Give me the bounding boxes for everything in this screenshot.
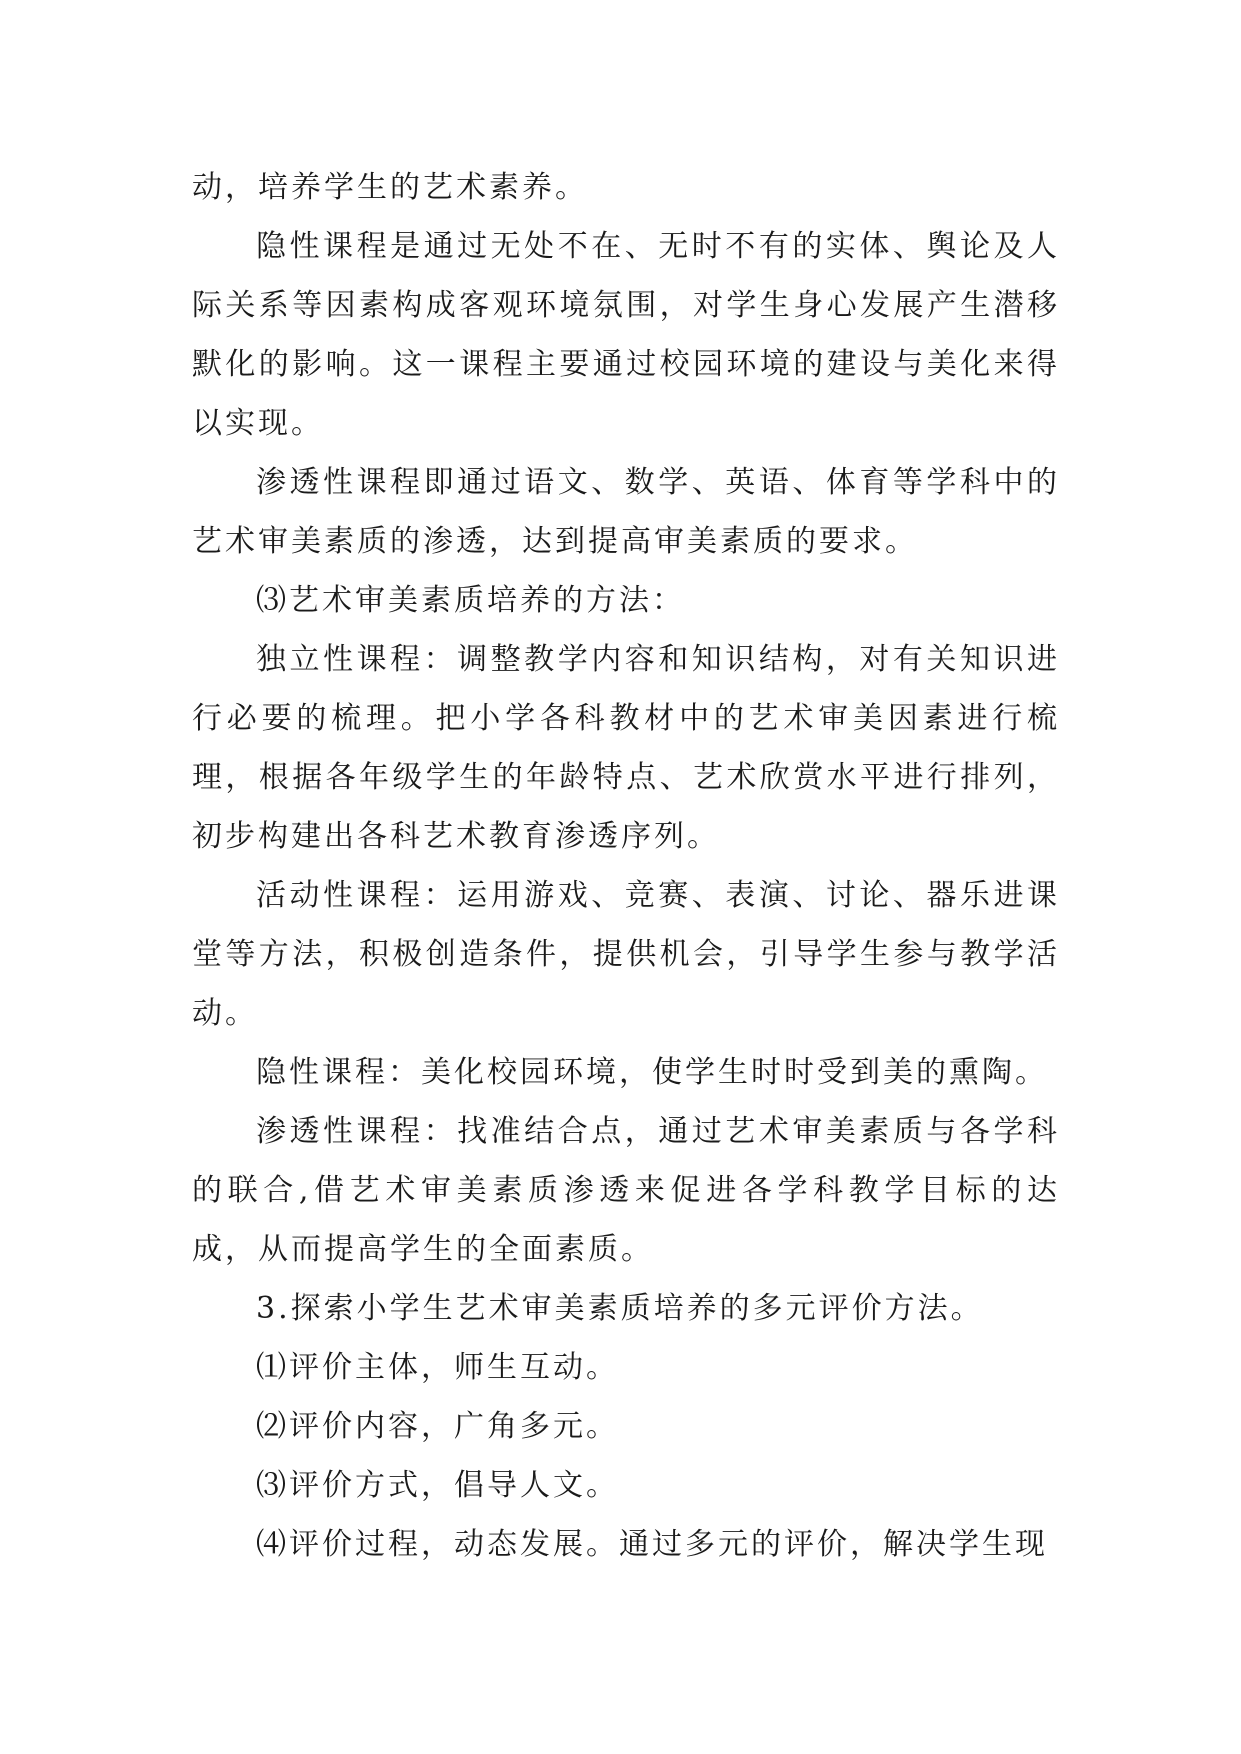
list-item-evaluation-style: ⑶评价方式，倡导人文。 xyxy=(256,1468,619,1503)
document-body xyxy=(192,158,1060,1574)
paragraph-hidden-curriculum: 隐性课程是通过无处不在、无时不有的实体、舆论及人际关系等因素构成客观环境氛围，对学生身心发展产生潜移默化的影响。这一课程主要通过校园环境的建设与美化来得以实现。 xyxy=(192,229,1060,441)
heading-evaluation-methods: 3.探索小学生艺术审美素质培养的多元评价方法。 xyxy=(256,1291,984,1326)
paragraph-activity-curriculum: 活动性课程：运用游戏、竞赛、表演、讨论、器乐进课堂等方法，积极创造条件，提供机会，引导学生参与教学活动。 xyxy=(192,878,1060,1031)
paragraph-independent-curriculum: 独立性课程：调整教学内容和知识结构，对有关知识进行必要的梳理。把小学各科教材中的艺术审美因素进行梳理，根据各年级学生的年龄特点、艺术欣赏水平进行排列，初步构建出各科艺术教育渗透序列。 xyxy=(192,642,1060,854)
paragraph-penetrating-curriculum-method: 渗透性课程：找准结合点，通过艺术审美素质与各学科的联合,借艺术审美素质渗透来促进各学科教学目标的达成，从而提高学生的全面素质。 xyxy=(192,1114,1060,1267)
paragraph-hidden-curriculum-method: 隐性课程：美化校园环境，使学生时时受到美的熏陶。 xyxy=(256,1055,1048,1090)
list-item-evaluation-content: ⑵评价内容，广角多元。 xyxy=(256,1409,619,1444)
paragraph-continuation: 动，培养学生的艺术素养。 xyxy=(192,170,588,205)
heading-training-methods: ⑶艺术审美素质培养的方法： xyxy=(256,583,685,618)
list-item-evaluation-process: ⑷评价过程，动态发展。通过多元的评价，解决学生现 xyxy=(256,1527,1048,1562)
paragraph-penetrating-curriculum: 渗透性课程即通过语文、数学、英语、体育等学科中的艺术审美素质的渗透，达到提高审美素质的要求。 xyxy=(192,465,1060,559)
list-item-evaluation-subject: ⑴评价主体，师生互动。 xyxy=(256,1350,619,1385)
